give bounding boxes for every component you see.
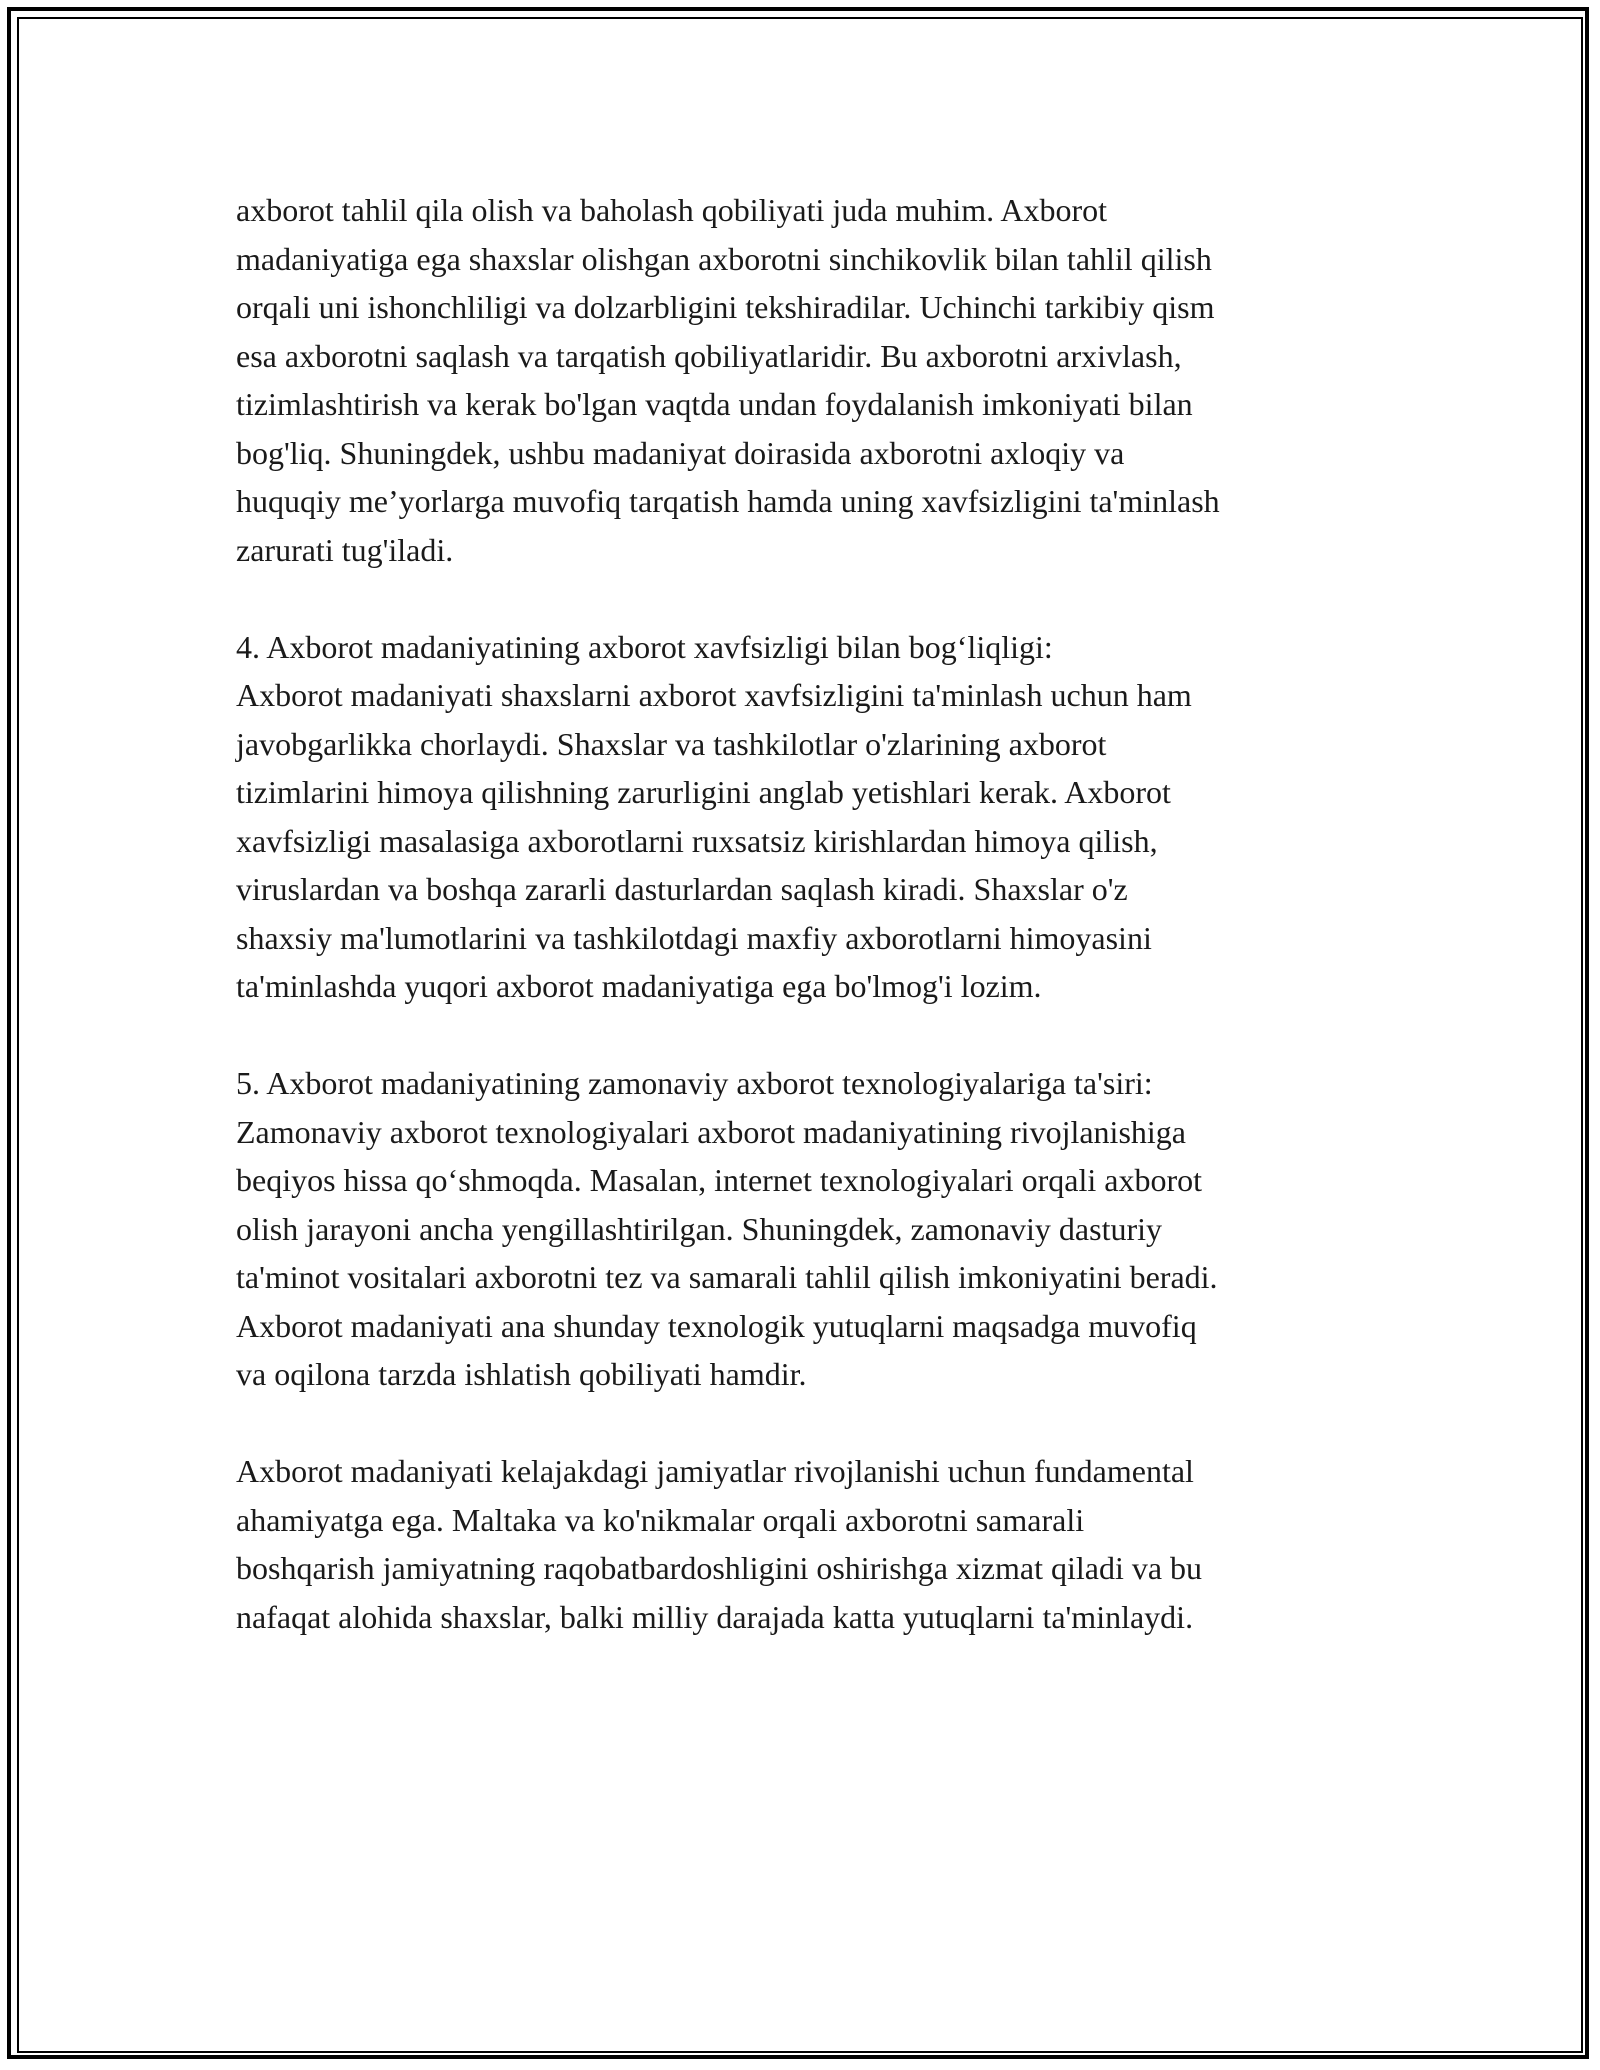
- document-body: [236, 186, 1416, 1641]
- paragraph-section-5: 5. Axborot madaniyatining zamonaviy axborot texnologiyalariga ta'siri: Zamonaviy axborot texnologiyalari axborot madaniyatining rivojlanishiga beqiyos hissa qo‘shmoqda. Masalan, internet texnologiyalari orqali axborot olish jarayoni ancha yengillashtirilgan. Shuningdek, zamonaviy dasturiy ta'minot vositalari axborotni tez va samarali tahlil qilish imkoniyatini beradi. Axborot madaniyati ana shunday texnologik yutuqlarni maqsadga muvofiq va oqilona tarzda ishlatish qobiliyati hamdir.: [236, 1065, 1218, 1392]
- paragraph-section-4: 4. Axborot madaniyatining axborot xavfsizligi bilan bog‘liqligi: Axborot madaniyati shaxslarni axborot xavfsizligini ta'minlash uchun ham javobgarlikka chorlaydi. Shaxslar va tashkilotlar o'zlarining axborot tizimlarini himoya qilishning zarurligini anglab yetishlari kerak. Axborot xavfsizligi masalasiga axborotlarni ruxsatsiz kirishlardan himoya qilish, viruslardan va boshqa zararli dasturlardan saqlash kiradi. Shaxslar o'z shaxsiy ma'lumotlarini va tashkilotdagi maxfiy axborotlarni himoyasini ta'minlashda yuqori axborot madaniyatiga ega bo'lmog'i lozim.: [236, 628, 1192, 1004]
- paragraph-conclusion: Axborot madaniyati kelajakdagi jamiyatlar rivojlanishi uchun fundamental ahamiyatga ega. Maltaka va ko'nikmalar orqali axborotni samarali boshqarish jamiyatning raqobatbardoshligini oshirishga xizmat qiladi va bu nafaqat alohida shaxslar, balki milliy darajada katta yutuqlarni ta'minlaydi.: [236, 1453, 1203, 1635]
- paragraph-continuation: axborot tahlil qila olish va baholash qobiliyati juda muhim. Axborot madaniyatiga ega shaxslar olishgan axborotni sinchikovlik bilan tahlil qilish orqali uni ishonchliligi va dolzarbligini tekshiradilar. Uchinchi tarkibiy qism esa axborotni saqlash va tarqatish qobiliyatlaridir. Bu axborotni arxivlash, tizimlashtirish va kerak bo'lgan vaqtda undan foydalanish imkoniyati bilan bog'liq. Shuningdek, ushbu madaniyat doirasida axborotni axloqiy va huquqiy me’yorlarga muvofiq tarqatish hamda uning xavfsizligini ta'minlash zarurati tug'iladi.: [236, 192, 1220, 568]
